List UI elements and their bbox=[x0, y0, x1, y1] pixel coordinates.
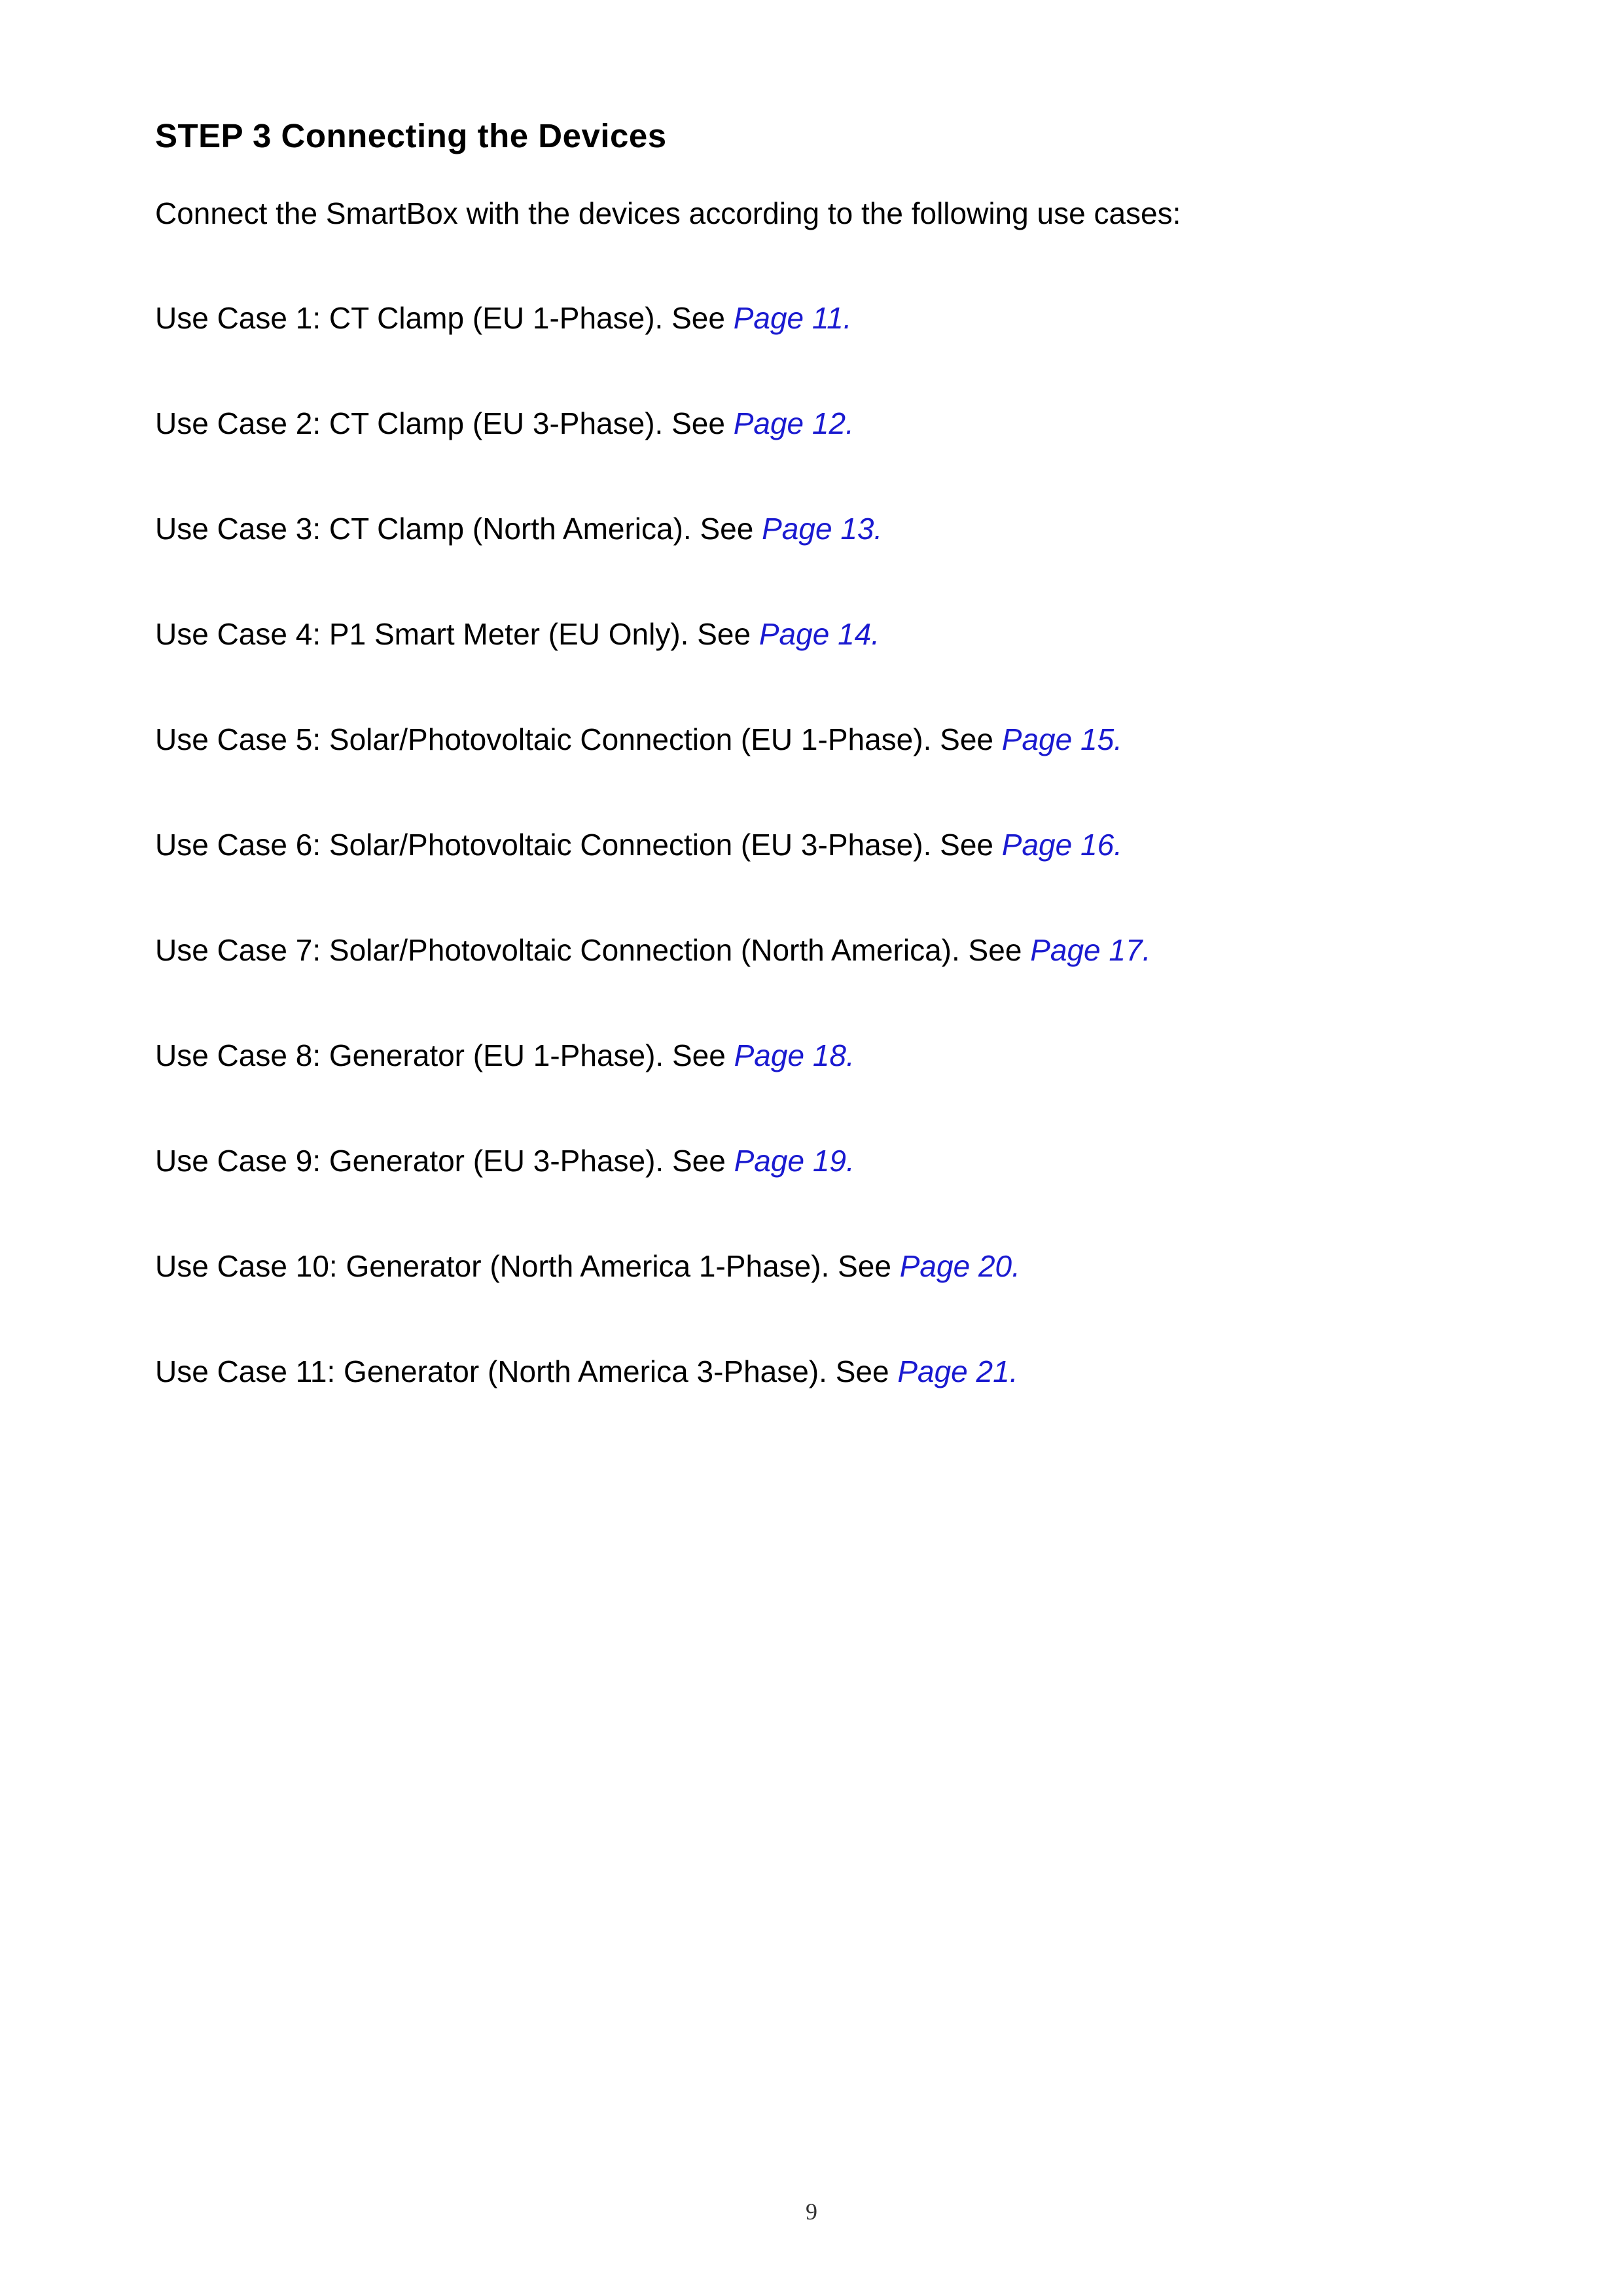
use-case-item-4 bbox=[155, 616, 1150, 721]
use-case-text: Use Case 7: Solar/Photovoltaic Connection (North America). See bbox=[155, 933, 1031, 967]
section-heading: STEP 3 Connecting the Devices bbox=[155, 117, 667, 154]
use-case-text: Use Case 1: CT Clamp (EU 1-Phase). See bbox=[155, 301, 734, 335]
use-case-item-1 bbox=[155, 300, 1150, 405]
use-case-item-11 bbox=[155, 1353, 1150, 1458]
page-link-18[interactable]: Page 18. bbox=[734, 1038, 855, 1072]
use-case-text: Use Case 5: Solar/Photovoltaic Connection (EU 1-Phase). See bbox=[155, 722, 1002, 756]
page-number: 9 bbox=[806, 2199, 817, 2225]
use-case-item-6 bbox=[155, 826, 1150, 932]
use-case-item-2 bbox=[155, 405, 1150, 510]
use-case-item-7 bbox=[155, 932, 1150, 1037]
use-case-text: Use Case 8: Generator (EU 1-Phase). See bbox=[155, 1038, 734, 1072]
page-link-20[interactable]: Page 20. bbox=[899, 1249, 1020, 1283]
page-link-21[interactable]: Page 21. bbox=[897, 1354, 1018, 1388]
page-link-15[interactable]: Page 15. bbox=[1001, 722, 1122, 756]
use-case-list bbox=[155, 300, 1150, 1458]
page-link-19[interactable]: Page 19. bbox=[734, 1144, 855, 1178]
use-case-item-10 bbox=[155, 1248, 1150, 1353]
use-case-item-8 bbox=[155, 1037, 1150, 1142]
use-case-text: Use Case 9: Generator (EU 3-Phase). See bbox=[155, 1144, 734, 1178]
use-case-text: Use Case 10: Generator (North America 1-Phase). See bbox=[155, 1249, 900, 1283]
page-link-17[interactable]: Page 17. bbox=[1030, 933, 1151, 967]
use-case-item-3 bbox=[155, 510, 1150, 616]
use-case-text: Use Case 4: P1 Smart Meter (EU Only). See bbox=[155, 617, 759, 651]
intro-paragraph: Connect the SmartBox with the devices according to the following use cases: bbox=[155, 196, 1181, 230]
use-case-item-5 bbox=[155, 721, 1150, 826]
use-case-text: Use Case 3: CT Clamp (North America). See bbox=[155, 512, 762, 546]
page-link-16[interactable]: Page 16. bbox=[1001, 828, 1122, 862]
page-link-13[interactable]: Page 13. bbox=[762, 512, 883, 546]
use-case-text: Use Case 2: CT Clamp (EU 3-Phase). See bbox=[155, 406, 734, 440]
page-link-14[interactable]: Page 14. bbox=[758, 617, 880, 651]
use-case-text: Use Case 11: Generator (North America 3-Phase). See bbox=[155, 1354, 898, 1388]
use-case-text: Use Case 6: Solar/Photovoltaic Connection (EU 3-Phase). See bbox=[155, 828, 1002, 862]
page-link-12[interactable]: Page 12. bbox=[733, 406, 854, 440]
use-case-item-9 bbox=[155, 1142, 1150, 1248]
page-link-11[interactable]: Page 11. bbox=[733, 301, 852, 335]
